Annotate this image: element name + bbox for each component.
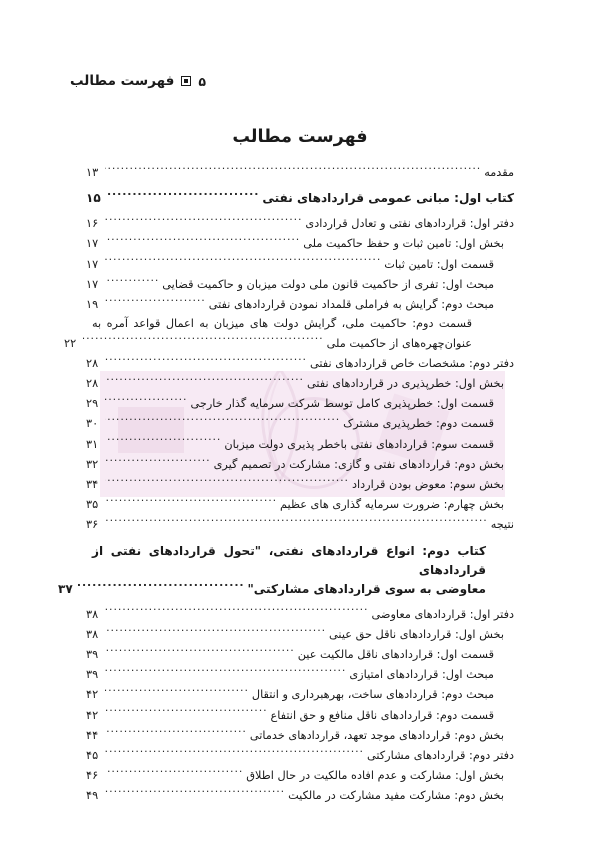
toc-dot-leader — [105, 435, 221, 448]
toc-entry-label: بخش دوم: قراردادهای موجد تعهد، قراردادهای خدماتی — [249, 728, 504, 742]
toc-entry-line — [86, 414, 494, 433]
toc-entry-label: معاوضی به سوی قراردادهای مشارکتی" — [247, 581, 486, 596]
toc-dot-leader — [105, 766, 243, 779]
toc-entry-page-number: ۲۸ — [86, 356, 99, 370]
toc-entry[interactable] — [86, 189, 514, 208]
toc-entry-label: بخش اول: خطرپذیری در قراردادهای نفتی — [306, 377, 504, 391]
toc-entry-line — [86, 374, 504, 393]
toc-entry-page-number: ۴۹ — [86, 789, 99, 803]
toc-entry[interactable] — [86, 374, 514, 393]
toc-entry-label: دفتر دوم: قراردادهای مشارکتی — [366, 749, 514, 763]
toc-entry-label: قسمت دوم: قراردادهای ناقل منافع و حق انتفاع — [270, 708, 494, 722]
toc-entry[interactable] — [86, 786, 514, 805]
toc-entry-line — [86, 455, 504, 474]
toc-entry-label-line1: قسمت دوم: حاکمیت ملی، گرایش دولت های میزبان به اعمال قواعد آمره به — [92, 317, 472, 331]
toc-entry-line — [86, 234, 504, 253]
toc-entry-line — [86, 495, 504, 514]
toc-entry-page-number: ۳۹ — [86, 648, 99, 662]
toc-entry-label: دفتر دوم: مشخصات خاص قراردادهای نفتی — [309, 356, 514, 370]
toc-dot-leader — [105, 163, 481, 176]
toc-entry-label: قسمت اول: تامین ثبات — [384, 257, 494, 271]
toc-entry[interactable] — [86, 435, 514, 454]
toc-entry-label: بخش دوم: قراردادهای نفتی و گازی: مشارکت در تصمیم گیری — [213, 457, 504, 471]
toc-entry[interactable] — [86, 234, 514, 253]
toc-dot-leader — [105, 234, 300, 247]
toc-entry[interactable] — [86, 625, 514, 644]
toc-entry[interactable] — [86, 214, 514, 233]
toc-dot-leader — [105, 189, 259, 202]
toc-entry-label: دفتر اول: قراردادهای نفتی و تعادل قراردادی — [305, 217, 514, 231]
toc-entry[interactable] — [86, 605, 514, 624]
toc-entry-label: دفتر اول: قراردادهای معاوضی — [371, 607, 514, 621]
toc-dot-leader — [105, 625, 326, 638]
toc-entry-line — [86, 435, 494, 454]
toc-dot-leader — [105, 475, 349, 488]
toc-dot-leader — [105, 746, 364, 759]
toc-entry[interactable] — [86, 163, 514, 182]
toc-entry-label: عنوان‌چهره‌های از حاکمیت ملی — [326, 336, 472, 350]
toc-entry-label: مقدمه — [484, 166, 514, 179]
toc-entry-line — [64, 334, 494, 353]
toc-entry-page-number: ۱۳ — [86, 166, 99, 179]
toc-entry-page-number: ۳۹ — [86, 668, 99, 682]
toc-entry-label: قسمت اول: قراردادهای ناقل مالکیت عین — [297, 648, 494, 662]
toc-entry-line — [86, 706, 494, 725]
toc-entry-label-line1: کتاب دوم: انواع قراردادهای نفتی، "تحول قراردادهای نفتی از قراردادهای — [92, 543, 486, 577]
toc-entry-label: قسمت سوم: قراردادهای نفتی باخطر پذیری دولت میزبان — [224, 437, 494, 451]
toc-entry[interactable] — [86, 766, 514, 785]
toc-entry[interactable] — [86, 495, 514, 514]
toc-dot-leader — [105, 295, 206, 308]
toc-entry-label: مبحث دوم: قراردادهای ساخت، بهرهبرداری و انتقال — [251, 688, 494, 702]
toc-entry-line — [58, 580, 514, 599]
toc-dot-leader — [105, 354, 307, 367]
toc-entry-label: بخش چهارم: ضرورت سرمایه گذاری های عظیم — [280, 498, 504, 512]
toc-entry[interactable] — [86, 665, 514, 684]
toc-entry-page-number: ۴۶ — [86, 769, 99, 783]
toc-entry-page-number: ۴۴ — [86, 728, 99, 742]
filled-square-icon — [181, 76, 191, 86]
toc-entry[interactable] — [86, 706, 514, 725]
toc-entry[interactable] — [86, 685, 514, 704]
toc-entry-page-number: ۳۷ — [58, 581, 73, 596]
toc-entry-label: بخش اول: قراردادهای ناقل حق عینی — [329, 627, 504, 641]
toc-entry[interactable] — [86, 726, 514, 745]
toc-entry-label: مبحث اول: تفری از حاکمیت قانون ملی دولت میزبان و حاکمیت قضایی — [162, 277, 494, 291]
toc-entry[interactable] — [86, 255, 514, 274]
toc-entry-line — [86, 295, 494, 314]
toc-entry-line — [86, 605, 514, 624]
toc-entry-page-number: ۳۵ — [86, 498, 99, 512]
running-header-inner — [70, 73, 206, 89]
toc-entry-page-number: ۴۲ — [86, 688, 99, 702]
toc-dot-leader — [105, 645, 295, 658]
toc-dot-leader — [105, 726, 247, 739]
running-header-page-number: ۵ — [198, 73, 206, 89]
toc-entry-line — [86, 746, 514, 765]
toc-dot-leader — [105, 374, 304, 387]
toc-entry-line — [86, 645, 494, 664]
toc-entry-label: مبحث اول: قراردادهای امتیازی — [349, 668, 494, 682]
toc-entry[interactable] — [86, 354, 514, 373]
toc-entry-label: قسمت اول: خطرپذیری کامل توسط شرکت سرمایه گذار خارجی — [190, 397, 494, 411]
toc-entry-page-number: ۲۲ — [64, 336, 77, 350]
page-title: فهرست مطالب — [232, 127, 368, 147]
toc-entry[interactable] — [58, 542, 514, 599]
toc-entry-line — [86, 394, 494, 413]
toc-entry[interactable] — [86, 645, 514, 664]
toc-entry-label: قسمت دوم: خطرپذیری مشترک — [343, 417, 494, 431]
toc-entry[interactable] — [86, 414, 514, 433]
toc-dot-leader — [105, 665, 346, 678]
toc-entry-line — [86, 475, 504, 494]
toc-entry-page-number: ۴۵ — [86, 749, 99, 763]
toc-dot-leader — [83, 334, 324, 347]
toc-entry[interactable] — [86, 746, 514, 765]
toc-entry-page-number: ۱۷ — [86, 277, 99, 291]
toc-entry[interactable] — [86, 475, 514, 494]
toc-dot-leader — [105, 214, 302, 227]
toc-entry-label: بخش دوم: مشارکت مفید مشارکت در مالکیت — [288, 789, 504, 803]
toc-entry-line — [86, 275, 494, 294]
running-header-title: فهرست مطالب — [70, 73, 175, 89]
toc-dot-leader — [105, 455, 211, 468]
toc-entry-line — [86, 189, 514, 208]
toc-entry-page-number: ۳۴ — [86, 478, 99, 492]
toc-dot-leader — [105, 275, 159, 288]
toc-entry-label: کتاب اول: مبانی عمومی قراردادهای نفتی — [262, 191, 514, 206]
toc-entry-line — [86, 766, 504, 785]
toc-entry-page-number: ۲۸ — [86, 377, 99, 391]
toc-dot-leader — [105, 515, 488, 528]
toc-entry-line — [86, 786, 504, 805]
toc-entry-line — [86, 214, 514, 233]
toc-dot-leader — [105, 605, 368, 618]
toc-dot-leader — [77, 580, 245, 593]
toc-entry-page-number: ۱۷ — [86, 257, 99, 271]
toc-dot-leader — [105, 394, 187, 407]
toc-dot-leader — [105, 255, 381, 268]
toc-entry-label: نتیجه — [490, 518, 514, 532]
toc-entry-page-number: ۴۲ — [86, 708, 99, 722]
toc-entry-line — [86, 665, 494, 684]
toc-entry-line — [86, 515, 514, 534]
toc-entry-page-number: ۱۹ — [86, 298, 99, 312]
toc-entry-line — [86, 685, 494, 704]
toc-entry-line — [86, 625, 504, 644]
toc-entry-page-number: ۳۸ — [86, 607, 99, 621]
toc-entry-page-number: ۳۶ — [86, 518, 99, 532]
toc-dot-leader — [105, 786, 285, 799]
toc-entry-line — [86, 726, 504, 745]
toc-entry-page-number: ۱۶ — [86, 217, 99, 231]
toc-dot-leader — [105, 495, 277, 508]
table-of-contents — [58, 163, 514, 807]
toc-entry-label: مبحث دوم: گرایش به فراملی قلمداد نمودن قراردادهای نفتی — [208, 298, 494, 312]
running-header — [0, 70, 600, 92]
toc-entry[interactable] — [86, 515, 514, 534]
toc-entry-label: بخش اول: مشارکت و عدم افاده مالکیت در حال اطلاق — [246, 769, 504, 783]
toc-entry-line — [86, 354, 514, 373]
toc-entry-page-number: ۳۸ — [86, 627, 99, 641]
toc-entry-page-number: ۳۲ — [86, 457, 99, 471]
toc-entry-page-number: ۳۱ — [86, 437, 99, 451]
toc-entry-page-number: ۲۹ — [86, 397, 99, 411]
toc-entry-label: بخش سوم: معوض بودن قرارداد — [351, 478, 504, 492]
toc-entry[interactable] — [86, 275, 514, 294]
toc-entry-page-number: ۱۵ — [86, 191, 101, 206]
toc-entry-page-number: ۳۰ — [86, 417, 99, 431]
toc-entry[interactable] — [64, 315, 514, 353]
toc-entry-page-number: ۱۷ — [86, 237, 99, 251]
toc-entry[interactable] — [86, 295, 514, 314]
toc-dot-leader — [105, 706, 268, 719]
toc-entry-label: بخش اول: تامین ثبات و حفظ حاکمیت ملی — [303, 237, 504, 251]
toc-entry[interactable] — [86, 455, 514, 474]
toc-dot-leader — [105, 685, 249, 698]
toc-entry[interactable] — [86, 394, 514, 413]
toc-dot-leader — [105, 414, 340, 427]
toc-entry-line — [86, 255, 494, 274]
toc-entry-line — [86, 163, 514, 182]
